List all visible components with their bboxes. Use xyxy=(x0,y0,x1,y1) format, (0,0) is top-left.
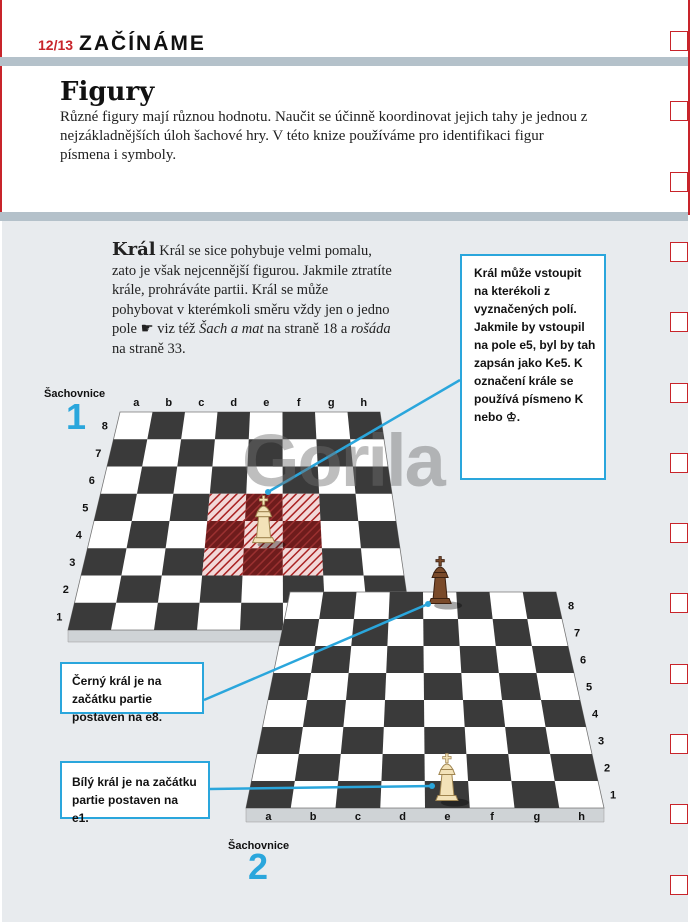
board2-file-a: a xyxy=(265,811,272,823)
checkbox xyxy=(670,734,688,754)
board2-rank-8: 8 xyxy=(567,600,575,613)
board2-number: 2 xyxy=(248,846,269,887)
board1-number: 1 xyxy=(66,396,87,437)
board2-rank-6: 6 xyxy=(579,654,587,667)
king-ref-1: Šach a mat xyxy=(199,321,264,337)
king-ref-2: rošáda xyxy=(350,321,391,337)
board2-square-h4 xyxy=(541,700,586,727)
checkbox xyxy=(670,312,688,332)
board2-square-e7 xyxy=(423,619,459,646)
board2-square-b6 xyxy=(311,646,351,673)
callout-white-king: Bílý král je na začátku partie postaven na e1. xyxy=(60,761,210,819)
checkbox xyxy=(670,31,688,51)
board1-square-c1 xyxy=(154,603,200,630)
king-text-2: na straně 18 a xyxy=(263,321,351,337)
board2-label: Šachovnice xyxy=(228,840,290,852)
board1-square-e3 xyxy=(243,548,283,575)
board1-square-a7 xyxy=(107,439,147,466)
board1-file-f: f xyxy=(296,397,301,409)
board2-edge xyxy=(246,808,604,822)
board1-file-a: a xyxy=(133,397,140,409)
board2-file-c: c xyxy=(354,811,361,823)
checkbox xyxy=(670,101,688,121)
board1-rank-7: 7 xyxy=(95,447,102,460)
board1-square-c5 xyxy=(170,494,210,521)
board1-file-e: e xyxy=(263,397,270,409)
board2-file-b: b xyxy=(309,811,317,823)
board2-square-h8 xyxy=(523,592,562,619)
board1-square-f4 xyxy=(283,521,322,548)
checkbox xyxy=(670,242,688,262)
checkbox xyxy=(670,664,688,684)
board2-square-e3 xyxy=(424,727,466,754)
board1-square-b2 xyxy=(116,576,162,603)
board2-square-b4 xyxy=(303,700,346,727)
board2-square-e5 xyxy=(424,673,463,700)
board1-square-a3 xyxy=(81,548,127,575)
intro-text: Různé figury mají různou hodnotu. Naučit se účinně koordinovat jejich tahy je jednou z nejzákladnějších úloh šachové hry. V této knize používáme pro identifikaci figur písmena i symboly. xyxy=(60,109,588,163)
board2-file-d: d xyxy=(399,811,406,823)
board1-square-d4 xyxy=(205,521,245,548)
board1-square-a5 xyxy=(94,494,137,521)
board1-rank-5: 5 xyxy=(82,502,89,515)
board2-square-d8 xyxy=(389,592,424,619)
board2-file-h: h xyxy=(578,811,585,823)
page-numbers: 12/13 xyxy=(38,37,74,53)
board1-square-d3 xyxy=(202,548,244,575)
page-title: Figury xyxy=(60,77,155,107)
board2-square-f4 xyxy=(463,700,505,727)
board2-rank-7: 7 xyxy=(573,627,581,640)
board2-square-f6 xyxy=(460,646,499,673)
king-text-1: Král se sice pohybuje velmi pomalu, zato je však nejcennější figurou. Jakmile ztratíte krále, prohráváte partii. Král se může pohybovat v kterémkoli směru vždy jen o jedno pole ☛ viz též xyxy=(112,243,392,337)
board1-square-b6 xyxy=(137,467,177,494)
callout-black-king: Černý král je na začátku partie postaven na e8. xyxy=(60,662,204,714)
board2-file-f: f xyxy=(490,811,494,823)
board1-square-b4 xyxy=(127,521,170,548)
king-keyword: Král xyxy=(112,239,156,260)
board1-label: Šachovnice xyxy=(44,388,106,400)
board1-square-c7 xyxy=(177,439,215,466)
board2-square-b8 xyxy=(319,592,356,619)
board1-rank-2: 2 xyxy=(62,584,69,597)
board1-file-c: c xyxy=(198,397,205,409)
board1-rank-3: 3 xyxy=(69,556,76,569)
checkbox xyxy=(670,383,688,403)
checkbox xyxy=(670,875,688,895)
callout-king-moves: Král může vstoupit na kterékoli z vyznačených polí. Jakmile by vstoupil na pole e5, byl by tah zapsán jako Ke5. K označení krále se používá písmeno K nebo ♔. xyxy=(460,254,606,480)
board2-square-b2 xyxy=(295,754,341,781)
board1-square-h4 xyxy=(358,521,400,548)
board2-square-a5 xyxy=(268,673,311,700)
board1-square-g3 xyxy=(322,548,364,575)
board2-square-d2 xyxy=(381,754,424,781)
checkbox xyxy=(670,172,688,192)
board2-square-c1 xyxy=(336,781,382,808)
board1-rank-4: 4 xyxy=(75,529,82,542)
board2-rank-1: 1 xyxy=(609,789,617,802)
watermark: Gorila xyxy=(242,419,444,502)
board1-file-g: g xyxy=(327,397,335,409)
board1-rank-6: 6 xyxy=(88,475,95,488)
line-black-king-dot xyxy=(425,601,431,607)
board1-file-h: h xyxy=(360,397,368,409)
board1-rank-8: 8 xyxy=(101,420,108,433)
board2-square-g5 xyxy=(499,673,541,700)
board2-square-d4 xyxy=(384,700,424,727)
board2-square-h2 xyxy=(550,754,598,781)
board1-square-d2 xyxy=(200,576,243,603)
board1-square-d5 xyxy=(207,494,246,521)
board1-square-c3 xyxy=(162,548,205,575)
board1-square-e1 xyxy=(240,603,283,630)
board1-square-f3 xyxy=(283,548,323,575)
checkbox xyxy=(670,523,688,543)
board2-rank-2: 2 xyxy=(603,762,611,775)
checkbox xyxy=(670,804,688,824)
board1-rank-1: 1 xyxy=(56,611,63,624)
board2-file-e: e xyxy=(444,811,451,823)
board2-square-a7 xyxy=(279,619,319,646)
board2-square-f2 xyxy=(466,754,511,781)
section-title: ZAČÍNÁME xyxy=(79,32,206,55)
board2-square-h6 xyxy=(532,646,574,673)
board1-square-a1 xyxy=(68,603,116,630)
line-white-king-dot xyxy=(429,783,435,789)
board2-square-c3 xyxy=(341,727,384,754)
board1-file-d: d xyxy=(230,397,238,409)
board2-rank-5: 5 xyxy=(585,681,593,694)
board2-square-a1 xyxy=(246,781,295,808)
board2-rank-4: 4 xyxy=(591,708,599,721)
board2-square-g7 xyxy=(493,619,532,646)
checkbox xyxy=(670,453,688,473)
board2-rank-3: 3 xyxy=(597,735,605,748)
board2-square-g3 xyxy=(505,727,550,754)
board2-square-c5 xyxy=(346,673,386,700)
king-text-3: na straně 33. xyxy=(112,340,186,357)
board1-square-b8 xyxy=(147,412,185,439)
board1-file-b: b xyxy=(165,397,173,409)
board2-square-g1 xyxy=(511,781,559,808)
board2-square-d6 xyxy=(386,646,424,673)
checkbox xyxy=(670,593,688,613)
board2-square-a3 xyxy=(257,727,303,754)
board2-file-g: g xyxy=(533,811,541,823)
board-2 xyxy=(246,557,616,824)
